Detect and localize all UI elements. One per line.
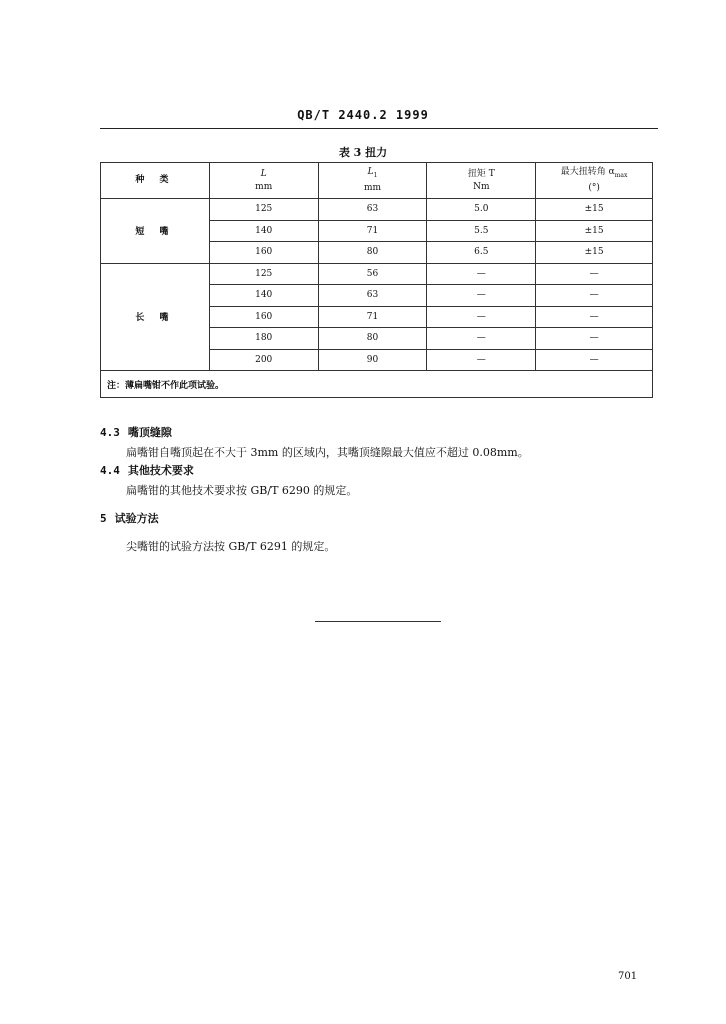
end-of-document-rule [315,621,441,622]
cell-L: 125 [209,199,318,221]
cell-L1: 80 [318,328,427,350]
cell-angle: — [536,263,653,285]
header-angle-unit: (°) [588,182,600,193]
section-number: 4.4 [100,464,120,477]
header-torque-unit: Nm [473,181,490,192]
cell-angle: — [536,285,653,307]
section-number: 5 [100,512,107,525]
header-L1-unit: mm [363,182,382,193]
header-L1-subscript: 1 [373,171,378,179]
cell-torque: — [427,285,536,307]
cell-L: 160 [209,242,318,264]
section-5-heading [100,510,159,526]
cell-L1: 56 [318,263,427,285]
cell-angle: ±15 [536,242,653,264]
page-number: 701 [618,971,638,982]
header-rule [100,128,658,129]
cell-angle: — [536,328,653,350]
header-L [209,163,318,199]
group-long-nose: 长 嘴 [101,263,210,371]
document-header: QB/T 2440.2 1999 [297,108,429,122]
header-L1-symbol: L [367,167,374,178]
table-row [101,263,653,285]
cell-L: 125 [209,263,318,285]
section-4-3-heading [100,424,172,440]
section-title: 其他技术要求 [127,464,194,477]
cell-torque: 5.0 [427,199,536,221]
cell-angle: — [536,349,653,371]
cell-L: 140 [209,220,318,242]
cell-torque: — [427,306,536,328]
cell-torque: — [427,328,536,350]
cell-L: 200 [209,349,318,371]
cell-torque: 6.5 [427,242,536,264]
cell-L1: 90 [318,349,427,371]
section-4-4-heading [100,462,194,478]
header-angle [536,163,653,199]
cell-L: 140 [209,285,318,307]
table-note: 注：薄扁嘴钳不作此项试验。 [101,371,653,398]
cell-L1: 80 [318,242,427,264]
table-note-row [101,371,653,398]
section-title: 嘴顶缝隙 [127,426,172,439]
section-number: 4.3 [100,426,120,439]
header-angle-subscript: max [614,171,628,179]
cell-angle: ±15 [536,220,653,242]
cell-L: 180 [209,328,318,350]
header-L1 [318,163,427,199]
table-row [101,199,653,221]
section-title: 试验方法 [114,512,159,525]
header-torque [427,163,536,199]
group-short-nose: 短 嘴 [101,199,210,264]
header-torque-label: 扭矩 T [467,168,495,179]
cell-L1: 71 [318,306,427,328]
section-4-4-text: 扁嘴钳的其他技术要求按 GB/T 6290 的规定。 [126,484,358,497]
cell-angle: — [536,306,653,328]
cell-torque: 5.5 [427,220,536,242]
cell-angle: ±15 [536,199,653,221]
section-5-text: 尖嘴钳的试验方法按 GB/T 6291 的规定。 [126,540,336,553]
cell-torque: — [427,349,536,371]
cell-L1: 63 [318,285,427,307]
cell-L1: 63 [318,199,427,221]
header-angle-label: 最大扭转角 α [560,167,615,178]
header-kind: 种 类 [101,163,210,199]
header-L-symbol: L [260,168,267,179]
header-L-unit: mm [255,181,273,192]
cell-L: 160 [209,306,318,328]
cell-torque: — [427,263,536,285]
table-caption: 表 3 扭力 [338,146,388,159]
cell-L1: 71 [318,220,427,242]
section-4-3-text: 扁嘴钳自嘴顶起在不大于 3mm 的区域内，其嘴顶缝隙最大值应不超过 0.08mm。 [126,446,529,459]
table-header-row [101,163,653,199]
torque-table [100,162,653,398]
